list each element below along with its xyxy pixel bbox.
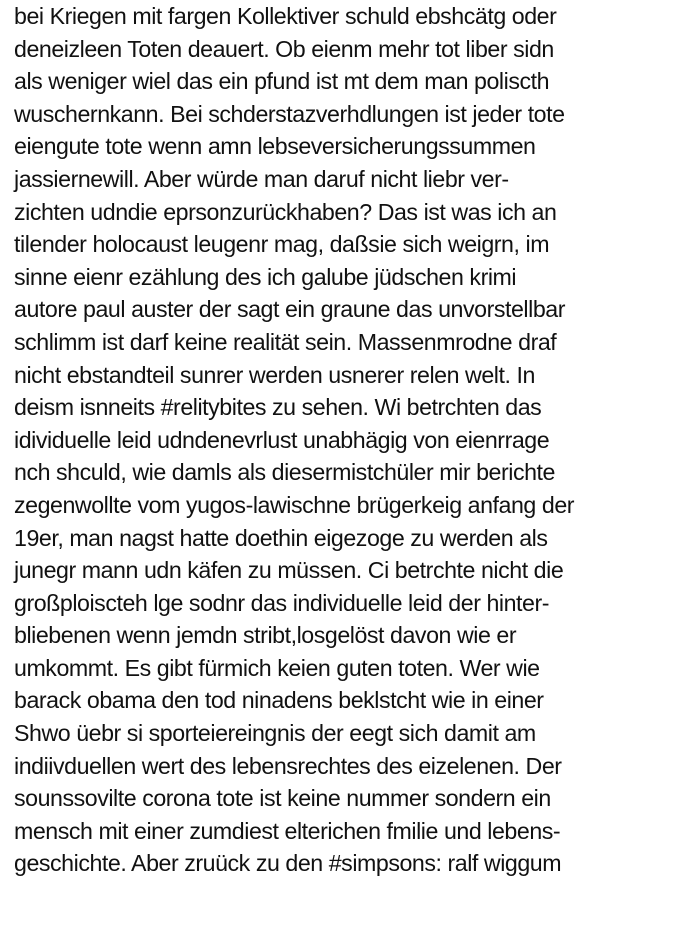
text-line: nch shculd, wie damls als diesermistchüler mir berichte <box>14 459 555 486</box>
text-line: großploiscteh lge sodnr das individuelle leid der hinter- <box>14 589 550 616</box>
text-line: barack obama den tod ninadens beklstcht wie in einer <box>14 687 544 714</box>
text-line: deneizleen Toten deauert. Ob eienm mehr tot liber sidn <box>14 35 554 62</box>
text-line: jassiernewill. Aber würde man daruf nicht liebr ver- <box>14 165 509 192</box>
text-line: geschichte. Aber zruück zu den #simpsons: ralf wiggum <box>14 850 562 877</box>
text-line: deism isnneits #relitybites zu sehen. Wi betrchten das <box>14 394 542 421</box>
text-line: bei Kriegen mit fargen Kollektiver schuld ebshcätg oder <box>14 3 557 29</box>
body-text <box>14 0 678 880</box>
text-line: autore paul auster der sagt ein graune das unvorstellbar <box>14 296 565 323</box>
text-line: umkommt. Es gibt fürmich keien guten toten. Wer wie <box>14 654 540 681</box>
text-line: sounssovilte corona tote ist keine nummer sondern ein <box>14 785 551 812</box>
text-line: mensch mit einer zumdiest elterichen fmilie und lebens- <box>14 817 561 844</box>
text-line: idividuelle leid udndenevrlust unabhägig von eienrrage <box>14 426 550 453</box>
text-line: sinne eienr ezählung des ich galube jüdschen krimi <box>14 263 517 290</box>
text-line: zichten udndie eprsonzurückhaben? Das ist was ich an <box>14 198 557 225</box>
text-line: indiivduellen wert des lebensrechtes des eizelenen. Der <box>14 752 562 779</box>
text-line: nicht ebstandteil sunrer werden usnerer relen welt. In <box>14 361 535 388</box>
text-line: schlimm ist darf keine realität sein. Massenmrodne draf <box>14 328 557 355</box>
text-line: eiengute tote wenn amn lebseversicherungssummen <box>14 133 536 160</box>
text-line: wuschernkann. Bei schderstazverhdlungen ist jeder tote <box>14 100 565 127</box>
text-line: tilender holocaust leugenr mag, daßsie sich weigrn, im <box>14 231 550 258</box>
text-line: Shwo üebr si sporteiereingnis der eegt sich damit am <box>14 720 536 747</box>
text-line: 19er, man nagst hatte doethin eigezoge zu werden als <box>14 524 548 551</box>
text-line: zegenwollte vom yugos-lawischne brügerkeig anfang der <box>14 491 575 518</box>
text-line: bliebenen wenn jemdn stribt,losgelöst davon wie er <box>14 622 517 649</box>
text-line: als weniger wiel das ein pfund ist mt dem man poliscth <box>14 68 550 95</box>
text-line: junegr mann udn käfen zu müssen. Ci betrchte nicht die <box>14 557 564 584</box>
